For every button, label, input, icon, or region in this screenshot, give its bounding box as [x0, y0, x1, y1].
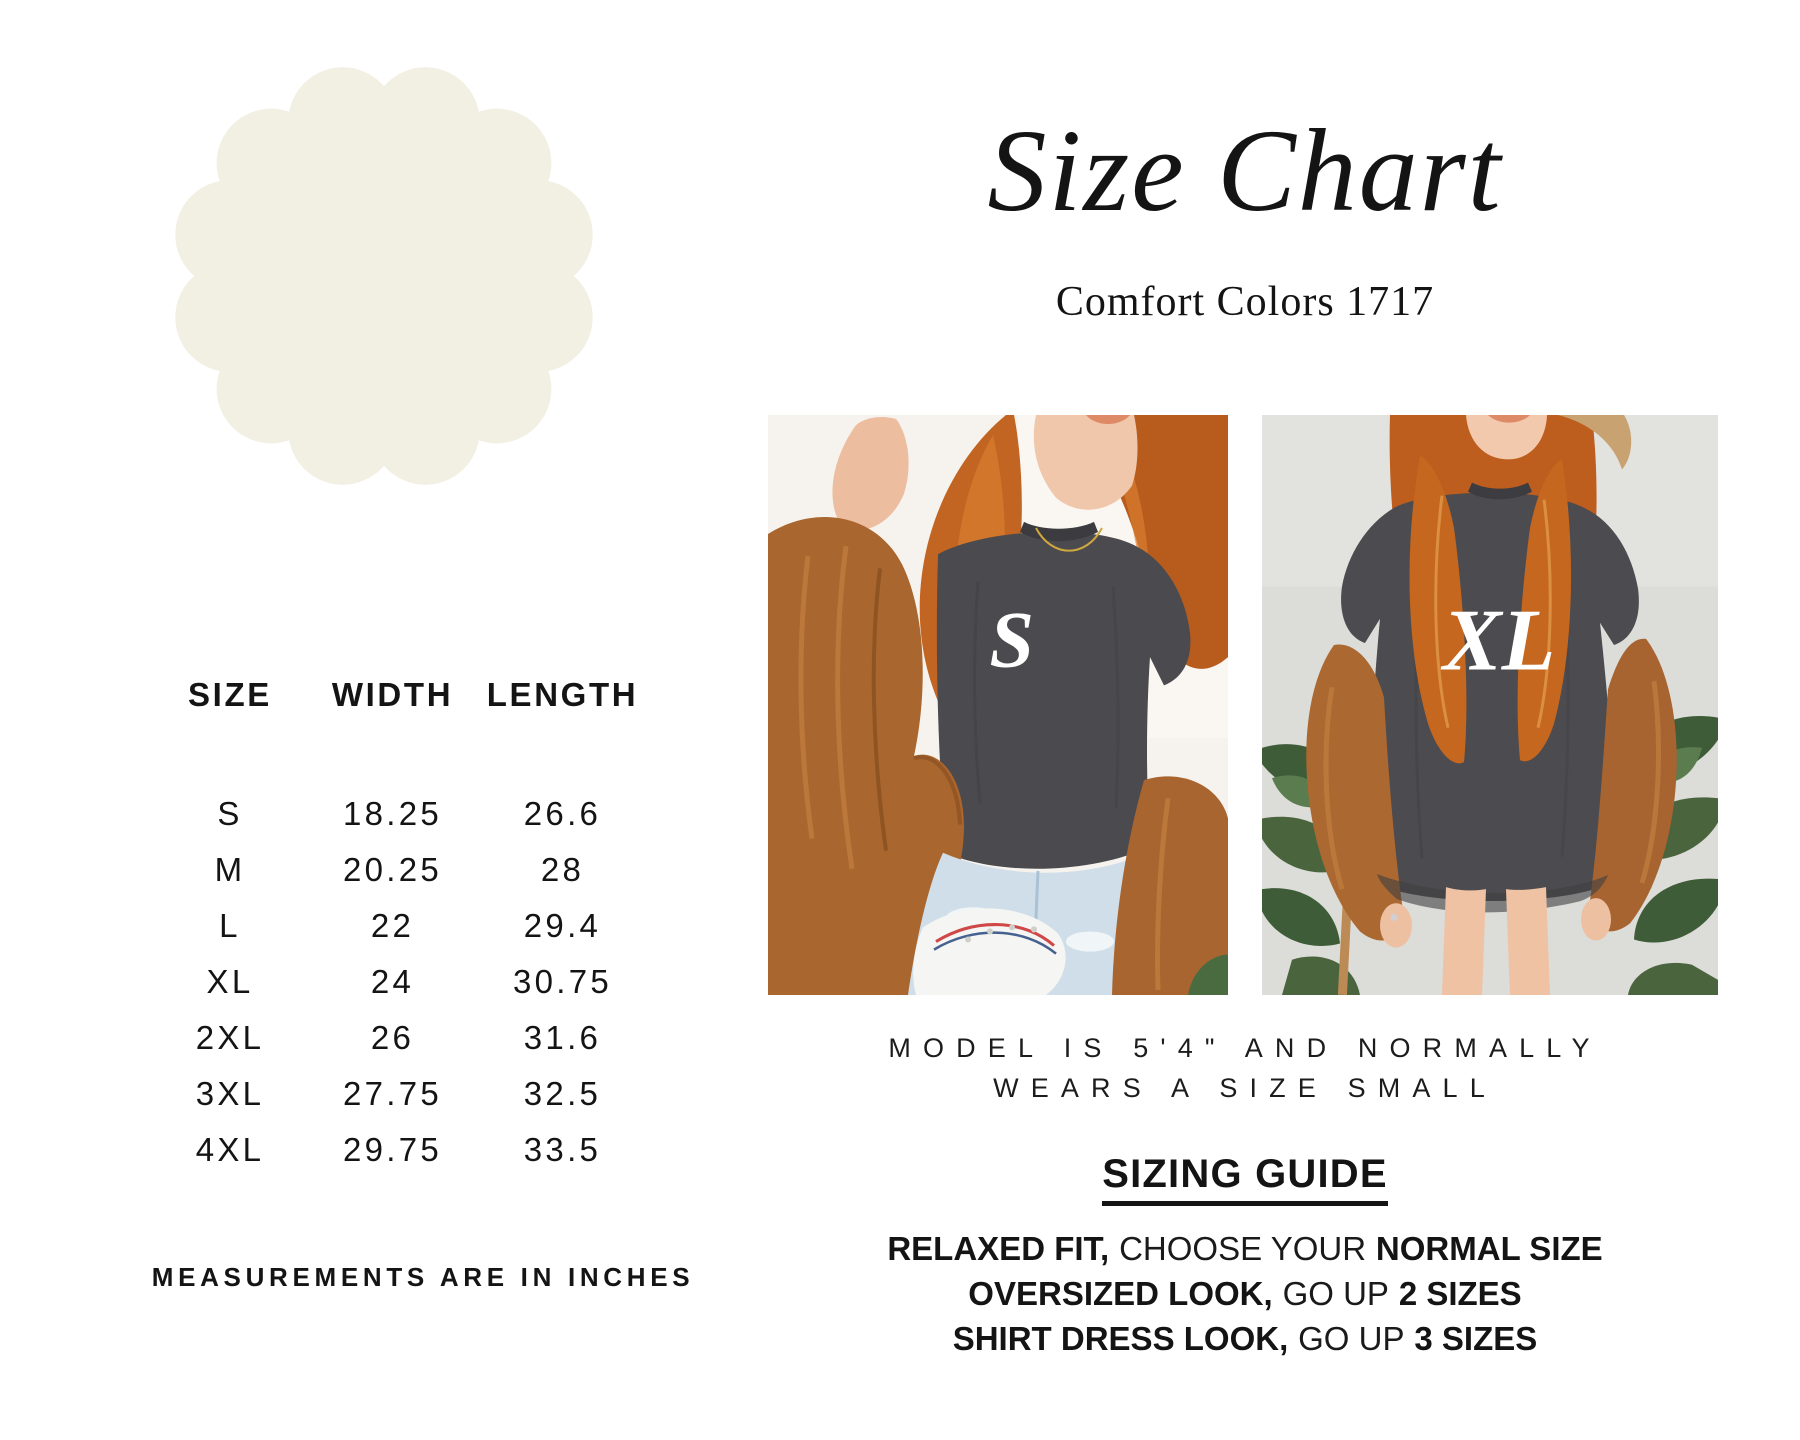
- guide-bold-tail: NORMAL SIZE: [1375, 1230, 1603, 1267]
- guide-bold-lead: RELAXED FIT,: [887, 1230, 1110, 1267]
- model-photo-size-s: [768, 415, 1228, 995]
- cell-length: 28: [540, 851, 585, 888]
- cell-length: 29.4: [523, 907, 602, 944]
- shirt-size-letter-s: S: [989, 596, 1035, 685]
- cell-size: 3XL: [195, 1075, 265, 1112]
- guide-normal: GO UP: [1298, 1320, 1405, 1357]
- model-photo-s-illustration: [768, 415, 1228, 995]
- sizing-guide: [770, 1152, 1720, 1361]
- column-width: WIDTH: [331, 676, 454, 713]
- cell-size: M: [214, 851, 246, 888]
- sizing-guide-heading: SIZING GUIDE: [1102, 1152, 1388, 1206]
- size-table: [150, 676, 650, 1178]
- cell-width: 26: [370, 1019, 415, 1056]
- cell-width: 27.75: [342, 1075, 443, 1112]
- cell-width: 18.25: [342, 795, 443, 832]
- measurements-note: MEASUREMENTS ARE IN INCHES: [151, 1262, 695, 1292]
- page-title: Size Chart: [987, 105, 1503, 236]
- shirt-size-letter-xl: XL: [1442, 592, 1556, 690]
- column-size: SIZE: [188, 676, 272, 713]
- cell-length: 33.5: [523, 1131, 602, 1168]
- model-caption-line1: MODEL IS 5'4" AND NORMALLY: [888, 1033, 1602, 1063]
- guide-line-relaxed: [770, 1226, 1720, 1271]
- guide-bold-lead: SHIRT DRESS LOOK,: [952, 1320, 1289, 1357]
- model-caption-line2: WEARS A SIZE SMALL: [993, 1073, 1497, 1103]
- table-row: [150, 1066, 650, 1122]
- size-table-body: [150, 786, 650, 1178]
- cell-length: 31.6: [523, 1019, 602, 1056]
- scalloped-blob: [166, 58, 602, 494]
- cell-width: 24: [370, 963, 415, 1000]
- cell-width: 29.75: [342, 1131, 443, 1168]
- cell-size: 2XL: [195, 1019, 265, 1056]
- guide-bold-tail: 2 SIZES: [1398, 1275, 1522, 1312]
- guide-line-oversized: [770, 1271, 1720, 1316]
- cell-size: XL: [206, 963, 254, 1000]
- table-row: [150, 954, 650, 1010]
- table-row: [150, 842, 650, 898]
- size-table-header: [150, 676, 650, 714]
- guide-bold-tail: 3 SIZES: [1414, 1320, 1538, 1357]
- column-length: LENGTH: [486, 676, 639, 713]
- page-subtitle: Comfort Colors 1717: [1055, 279, 1435, 325]
- guide-line-shirt-dress: [770, 1316, 1720, 1361]
- guide-bold-lead: OVERSIZED LOOK,: [968, 1275, 1273, 1312]
- guide-normal: GO UP: [1282, 1275, 1389, 1312]
- model-caption: [770, 1028, 1720, 1108]
- model-photo-xl-illustration: [1262, 415, 1718, 995]
- cell-length: 26.6: [523, 795, 602, 832]
- cell-size: S: [217, 795, 243, 832]
- table-row: [150, 786, 650, 842]
- guide-normal: CHOOSE YOUR: [1119, 1230, 1367, 1267]
- cell-size: 4XL: [195, 1131, 265, 1168]
- cell-width: 20.25: [342, 851, 443, 888]
- cell-length: 30.75: [512, 963, 613, 1000]
- table-row: [150, 1010, 650, 1066]
- model-photo-size-xl: [1262, 415, 1718, 995]
- cell-length: 32.5: [523, 1075, 602, 1112]
- table-row: [150, 898, 650, 954]
- cell-width: 22: [370, 907, 415, 944]
- sizing-guide-lines: [770, 1226, 1720, 1361]
- table-row: [150, 1122, 650, 1178]
- cell-size: L: [219, 907, 241, 944]
